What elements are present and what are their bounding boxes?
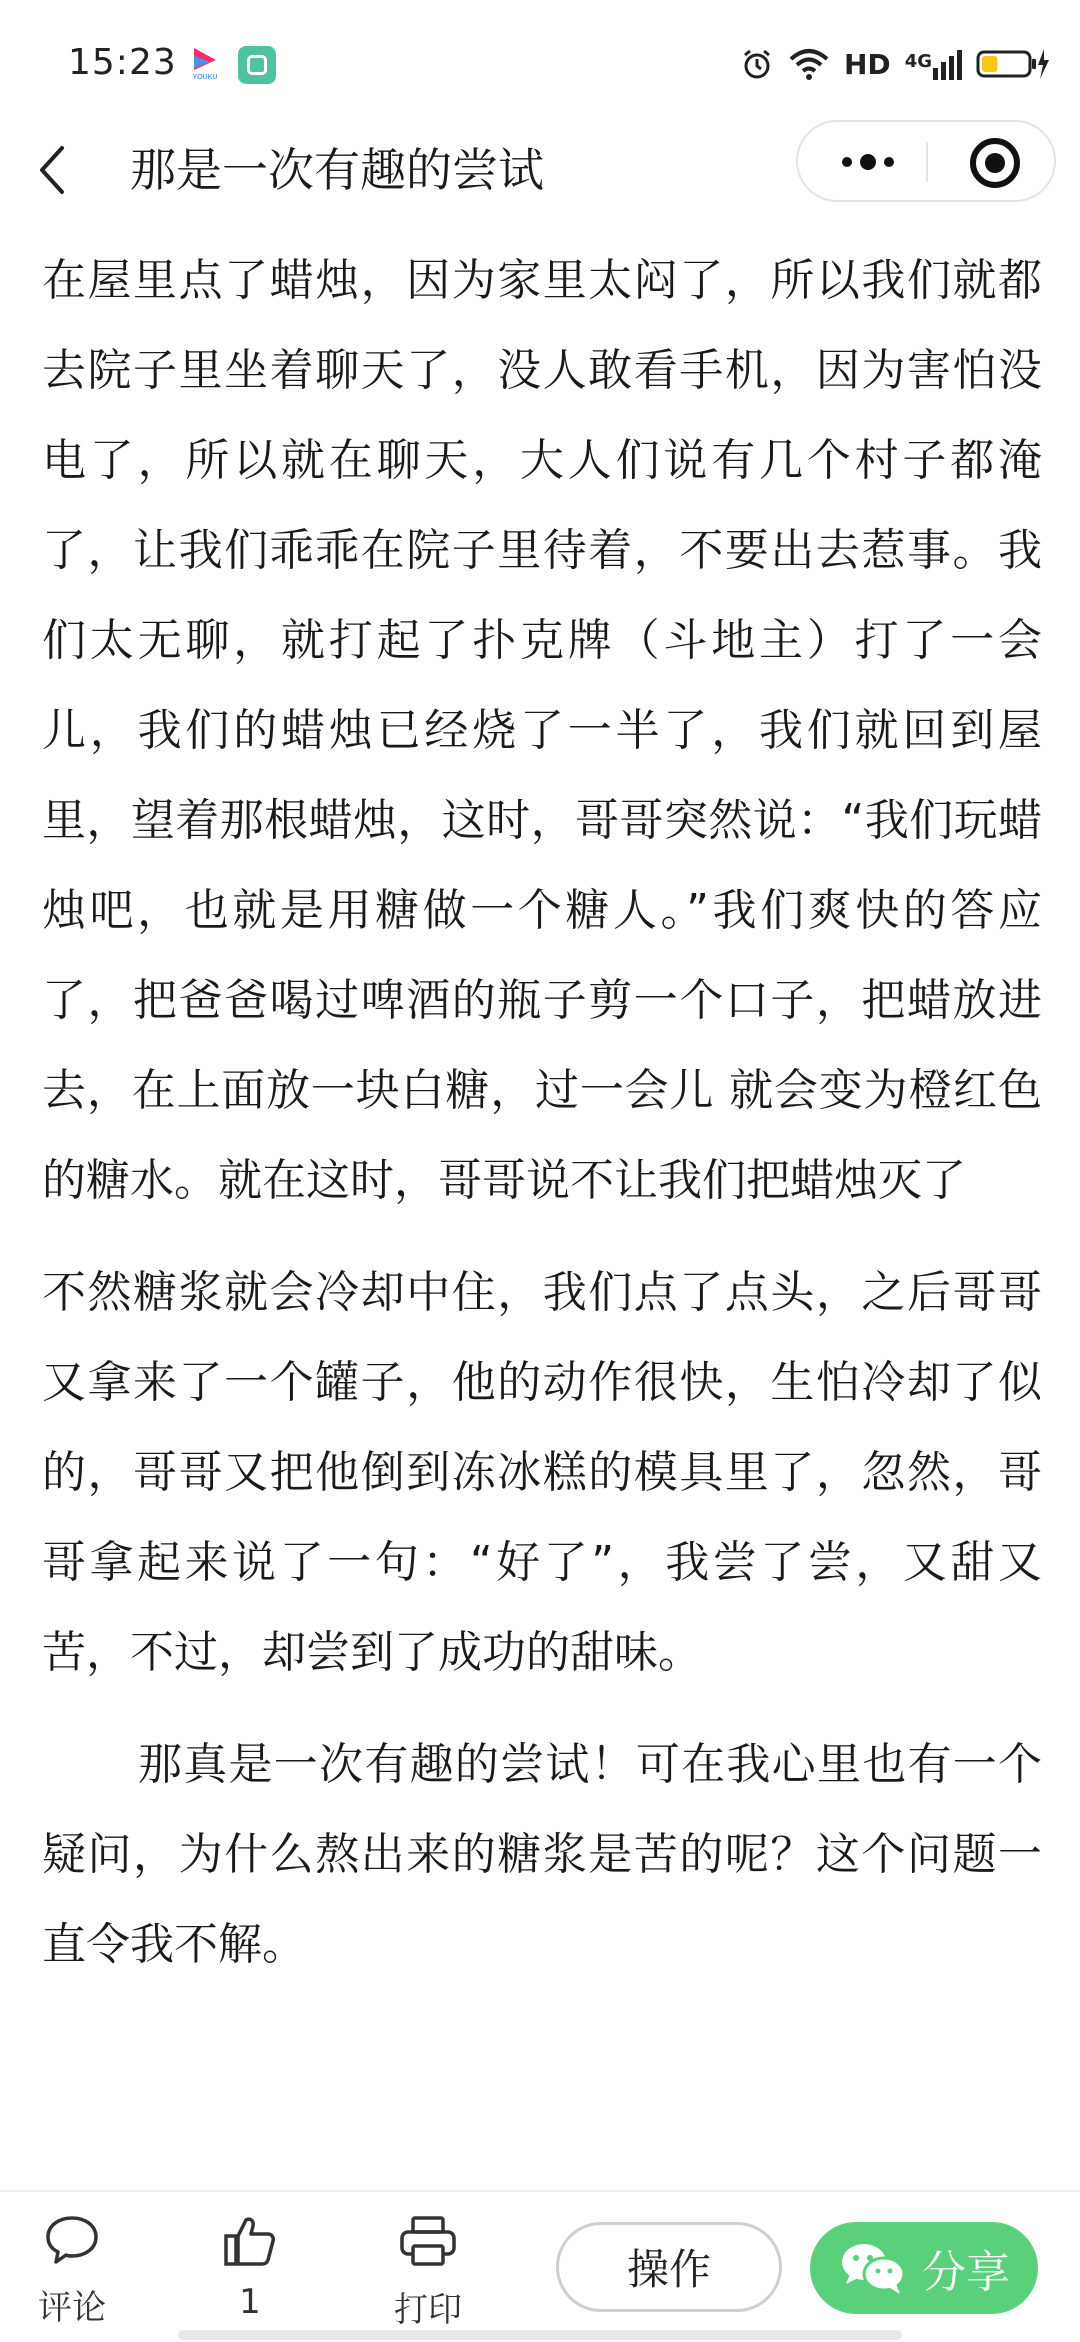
article-body	[42, 236, 1042, 1990]
back-arrow-icon[interactable]	[26, 140, 86, 200]
like-button[interactable]	[190, 2214, 310, 2322]
page-title: 那是一次有趣的尝试	[130, 143, 544, 197]
wifi-icon	[788, 47, 830, 81]
status-indicators	[740, 44, 1050, 84]
battery-icon	[976, 47, 1050, 81]
comment-label: 评论	[38, 2288, 106, 2328]
like-count: 1	[239, 2282, 261, 2322]
alarm-icon	[740, 47, 774, 81]
wechat-icon	[838, 2238, 908, 2298]
home-indicator	[178, 2330, 902, 2340]
share-label: 分享	[922, 2247, 1010, 2298]
close-mini-program-icon[interactable]	[970, 138, 1020, 188]
article-paragraph: 不然糖浆就会冷却中住，我们点了点头，之后哥哥又拿来了一个罐子，他的动作很快，生怕冷却了似的，哥哥又把他倒到冻冰糕的模具里了，忽然，哥哥拿起来说了一句：“好了”，我尝了尝，又甜又苦，不过，却尝到了成功的甜味。	[42, 1267, 1042, 1678]
network-type-label: 4G	[904, 51, 932, 72]
more-dot-icon	[884, 157, 894, 167]
more-options-button[interactable]	[818, 132, 918, 192]
bottom-toolbar	[0, 2190, 1080, 2342]
signal-indicator	[905, 48, 962, 80]
share-button[interactable]	[810, 2222, 1038, 2314]
notification-app-icon	[238, 46, 276, 84]
more-dot-icon	[860, 154, 876, 170]
youku-app-icon	[188, 46, 222, 80]
youku-icon-label: YOUKU	[192, 74, 218, 80]
comment-button[interactable]	[12, 2214, 132, 2329]
status-bar	[0, 0, 1080, 130]
print-button[interactable]	[368, 2214, 488, 2331]
signal-icon	[932, 48, 962, 80]
network-hd-label: HD	[844, 47, 891, 81]
comment-icon	[44, 2214, 100, 2266]
thumbs-up-icon	[222, 2214, 278, 2268]
print-label: 打印	[394, 2290, 462, 2330]
printer-icon	[398, 2214, 458, 2268]
article-paragraph: 在屋里点了蜡烛，因为家里太闷了，所以我们就都去院子里坐着聊天了，没人敢看手机，因为害怕没电了，所以就在聊天，大人们说有几个村子都淹了，让我们乖乖在院子里待着，不要出去惹事。我们太无聊，就打起了扑克牌（斗地主）打了一会儿，我们的蜡烛已经烧了一半了，我们就回到屋里，望着那根蜡烛，这时，哥哥突然说：“我们玩蜡烛吧，也就是用糖做一个糖人。”我们爽快的答应了，把爸爸喝过啤酒的瓶子剪一个口子，把蜡放进去，在上面放一块白糖，过一会儿 就会变为橙红色的糖水。就在这时，哥哥说不让我们把蜡烛灭了	[42, 255, 1042, 1206]
operate-button[interactable]: 操作	[556, 2222, 782, 2312]
more-dot-icon	[842, 157, 852, 167]
status-time: 15:23	[68, 42, 177, 83]
capsule-divider	[926, 142, 928, 182]
article-paragraph: 那真是一次有趣的尝试！可在我心里也有一个疑问，为什么熬出来的糖浆是苦的呢？这个问题一直令我不解。	[42, 1739, 1042, 1970]
title-bar	[0, 120, 1080, 220]
mini-program-capsule	[796, 120, 1056, 202]
